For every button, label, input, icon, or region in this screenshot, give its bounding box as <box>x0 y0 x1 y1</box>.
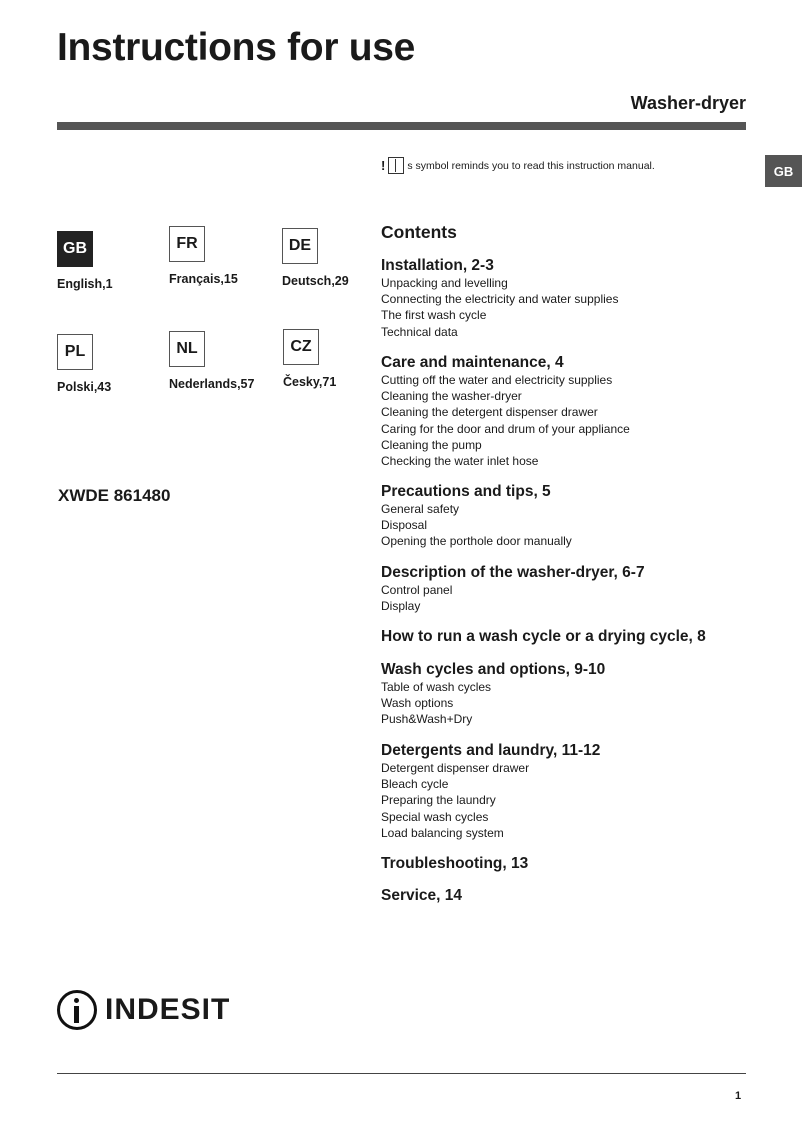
section-item: Disposal <box>381 518 428 533</box>
contents-title: Contents <box>381 222 457 242</box>
contents-section <box>381 855 528 873</box>
section-heading: Troubleshooting, 13 <box>381 855 529 872</box>
section-heading: Service, 14 <box>381 887 463 904</box>
section-item: Display <box>381 599 421 614</box>
contents-section <box>381 742 600 841</box>
page-number: 1 <box>735 1090 742 1102</box>
section-item: Table of wash cycles <box>381 680 492 694</box>
model-number: XWDE 861480 <box>58 486 171 505</box>
language-fr <box>169 226 281 286</box>
language-code-box: NL <box>169 331 205 367</box>
language-code-box: FR <box>169 226 205 262</box>
logo-i-icon <box>57 990 97 1030</box>
manual-notice <box>381 157 655 174</box>
language-code-box: PL <box>57 334 93 370</box>
section-item: Caring for the door and drum of your appliance <box>381 421 630 436</box>
contents-section <box>381 564 645 614</box>
section-item: Cleaning the washer-dryer <box>381 389 522 404</box>
section-heading: Care and maintenance, 4 <box>381 354 564 371</box>
section-heading: How to run a wash cycle or a drying cycle, 8 <box>381 628 706 645</box>
indesit-logo <box>57 990 230 1030</box>
contents-section <box>381 628 706 646</box>
contents-section <box>381 887 462 905</box>
section-item: Checking the water inlet hose <box>381 454 539 469</box>
language-label: Nederlands,57 <box>169 377 255 391</box>
contents-section <box>381 483 572 550</box>
section-item: Unpacking and levelling <box>381 276 508 290</box>
language-de <box>282 228 394 288</box>
book-icon <box>388 157 404 174</box>
section-item: Cleaning the detergent dispenser drawer <box>381 405 598 420</box>
section-item: Opening the porthole door manually <box>381 534 572 549</box>
language-code-box: CZ <box>283 329 319 365</box>
language-label: Polski,43 <box>57 380 112 394</box>
section-heading: Detergents and laundry, 11-12 <box>381 742 601 759</box>
header-rule <box>57 122 746 130</box>
section-heading: Precautions and tips, 5 <box>381 483 551 500</box>
language-label: Français,15 <box>169 272 238 286</box>
contents-section <box>381 661 605 728</box>
exclamation-icon: ! <box>381 158 386 173</box>
section-item: General safety <box>381 502 460 516</box>
section-item: Cleaning the pump <box>381 437 482 452</box>
notice-text: s symbol reminds you to read this instruction manual. <box>407 159 655 172</box>
language-code-box: DE <box>282 228 318 264</box>
section-item: Preparing the laundry <box>381 793 496 808</box>
contents-section <box>381 257 618 340</box>
language-cz <box>283 329 395 389</box>
page-title: Instructions for use <box>57 26 416 69</box>
section-item: Control panel <box>381 583 453 597</box>
section-item: Connecting the electricity and water supplies <box>381 292 619 307</box>
section-heading: Wash cycles and options, 9-10 <box>381 661 606 678</box>
page-subtitle: Washer-dryer <box>630 93 746 113</box>
section-item: Wash options <box>381 696 454 711</box>
section-item: Detergent dispenser drawer <box>381 761 530 775</box>
language-tab: GB <box>765 155 802 187</box>
contents-section <box>381 354 630 469</box>
section-item: Technical data <box>381 324 458 339</box>
section-item: Special wash cycles <box>381 809 489 824</box>
section-item: Bleach cycle <box>381 777 449 792</box>
language-label: English,1 <box>57 277 113 291</box>
section-item: Load balancing system <box>381 825 504 840</box>
language-label: Deutsch,29 <box>282 274 349 288</box>
language-gb <box>57 231 169 291</box>
language-label: Česky,71 <box>283 375 337 389</box>
footer-rule <box>57 1073 746 1074</box>
language-nl <box>169 331 281 391</box>
section-heading: Description of the washer-dryer, 6-7 <box>381 564 645 581</box>
language-pl <box>57 334 169 394</box>
language-code-box: GB <box>57 231 93 267</box>
section-item: The first wash cycle <box>381 308 487 323</box>
section-item: Push&Wash+Dry <box>381 712 473 727</box>
logo-wordmark: INDESIT <box>105 993 231 1026</box>
section-heading: Installation, 2-3 <box>381 257 494 274</box>
section-item: Cutting off the water and electricity supplies <box>381 373 613 387</box>
